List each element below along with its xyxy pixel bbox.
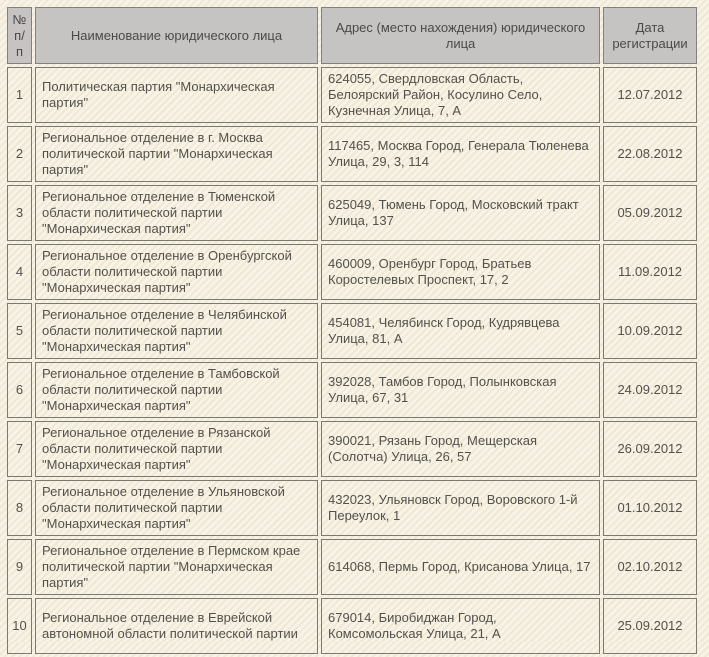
entity-name: Региональное отделение в Пермском крае политической партии "Монархическая партия"	[35, 539, 318, 595]
header-row	[7, 7, 697, 64]
row-number: 1	[7, 67, 32, 123]
entity-name: Региональное отделение в Ульяновской области политической партии "Монархическая партия"	[35, 480, 318, 536]
row-number: 6	[7, 362, 32, 418]
table-row	[7, 67, 697, 123]
registration-date: 25.09.2012	[603, 598, 697, 654]
entity-address: 614068, Пермь Город, Крисанова Улица, 17	[321, 539, 600, 595]
registration-date: 26.09.2012	[603, 421, 697, 477]
entity-address: 625049, Тюмень Город, Московский тракт Улица, 137	[321, 185, 600, 241]
table-row	[7, 598, 697, 654]
table-row	[7, 126, 697, 182]
registration-date: 22.08.2012	[603, 126, 697, 182]
entity-name: Региональное отделение в Еврейской автономной области политической партии	[35, 598, 318, 654]
entity-address: 454081, Челябинск Город, Кудрявцева Улица, 81, А	[321, 303, 600, 359]
table-body	[7, 67, 697, 654]
registration-date: 01.10.2012	[603, 480, 697, 536]
table-row	[7, 303, 697, 359]
legal-entities-table	[4, 4, 700, 657]
table-row	[7, 185, 697, 241]
entity-name: Региональное отделение в Тюменской области политической партии "Монархическая партия"	[35, 185, 318, 241]
registration-date: 02.10.2012	[603, 539, 697, 595]
registration-date: 11.09.2012	[603, 244, 697, 300]
registration-date: 05.09.2012	[603, 185, 697, 241]
column-header-name: Наименование юридического лица	[35, 7, 318, 64]
row-number: 9	[7, 539, 32, 595]
registration-date: 12.07.2012	[603, 67, 697, 123]
table-row	[7, 421, 697, 477]
entity-address: 117465, Москва Город, Генерала Тюленева Улица, 29, 3, 114	[321, 126, 600, 182]
entity-address: 390021, Рязань Город, Мещерская (Солотча) Улица, 26, 57	[321, 421, 600, 477]
entity-name: Политическая партия "Монархическая партия"	[35, 67, 318, 123]
row-number: 4	[7, 244, 32, 300]
entity-address: 460009, Оренбург Город, Братьев Коростелевых Проспект, 17, 2	[321, 244, 600, 300]
table-row	[7, 362, 697, 418]
column-header-number: № п/п	[7, 7, 32, 64]
entity-name: Региональное отделение в Тамбовской области политической партии "Монархическая партия"	[35, 362, 318, 418]
entity-name: Региональное отделение в Оренбургской области политической партии "Монархическая партия"	[35, 244, 318, 300]
row-number: 8	[7, 480, 32, 536]
row-number: 3	[7, 185, 32, 241]
table-row	[7, 480, 697, 536]
row-number: 7	[7, 421, 32, 477]
entity-name: Региональное отделение в Челябинской области политической партии "Монархическая партия"	[35, 303, 318, 359]
entity-name: Региональное отделение в г. Москва политической партии "Монархическая партия"	[35, 126, 318, 182]
row-number: 10	[7, 598, 32, 654]
entity-address: 679014, Биробиджан Город, Комсомольская Улица, 21, А	[321, 598, 600, 654]
entity-address: 432023, Ульяновск Город, Воровского 1-й Переулок, 1	[321, 480, 600, 536]
column-header-address: Адрес (место нахождения) юридического лица	[321, 7, 600, 64]
registration-date: 24.09.2012	[603, 362, 697, 418]
table-header	[7, 7, 697, 64]
entity-address: 392028, Тамбов Город, Полынковская Улица, 67, 31	[321, 362, 600, 418]
entity-name: Региональное отделение в Рязанской области политической партии "Монархическая партия"	[35, 421, 318, 477]
table-row	[7, 244, 697, 300]
entity-address: 624055, Свердловская Область, Белоярский Район, Косулино Село, Кузнечная Улица, 7, А	[321, 67, 600, 123]
row-number: 2	[7, 126, 32, 182]
table-row	[7, 539, 697, 595]
column-header-date: Дата регистрации	[603, 7, 697, 64]
row-number: 5	[7, 303, 32, 359]
registration-date: 10.09.2012	[603, 303, 697, 359]
